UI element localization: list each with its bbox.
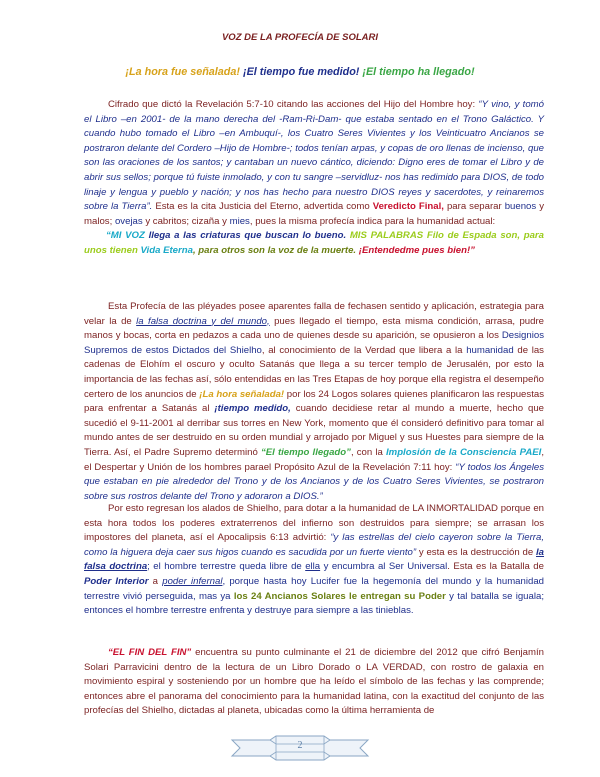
q-vida-eterna: Vida Eterna (140, 244, 193, 256)
p1-text: y malos; (84, 201, 545, 227)
p2-humanidad: humanidad (466, 344, 514, 356)
q-mi-voz: “MI VOZ (106, 230, 145, 242)
p1-text: para separar (443, 201, 505, 213)
p2-text: , con la (350, 446, 386, 458)
page-number: 2 (297, 740, 303, 751)
p1-veredicto: Veredicto Final, (372, 201, 444, 213)
p3-apocalipsis-quote: “y las estrellas del cielo cayeron sobre la Tierra, como la higuera deja caer sus higos cuando es sacudida por un fuerte viento” (84, 532, 544, 558)
p2-text: cuando decidiese retar al mundo a muerte, hecho que sucedió el 9-11-2001 al derribar sus torres en New York, momento que él consideró definitivo para tomar al mundo antes de ser destruido en su orden mundial y arrojado por Miguel y sus Huestes para siempre de la Tierra. Así, el Padre Supremo determinó (84, 403, 544, 458)
p3-text: , porque hasta hoy Lucifer fue la hegemonía del mundo y la humanidad terrestre vivió perseguida, mas ya (84, 575, 544, 602)
p3-falsa-doctrina: la falsa doctrina (84, 546, 545, 573)
p3-text: ; el hombre terrestre queda libre de (147, 561, 306, 573)
paragraph-2 (84, 300, 544, 504)
p4-text: encuentra su punto culminante el 21 de diciembre del 2012 que cifró Benjamín Solari Parravicini dentro de la lectura de un Libro Dorado o LA VERDAD, con rostro de galaxia en movimiento espiral y sosteniendo por un hombre que ha leído el símbolo de las fechas y las comprende; entonces abre el panorama del conocimiento para la humanidad latina, con la exactitud del conjunto de las profecías del Shielho, dictadas al planeta, ubicadas como la última herramienta de (84, 647, 544, 717)
paragraph-4 (84, 646, 544, 719)
p3-ella: ella (305, 561, 321, 573)
p3-text: y esta es la destrucción de (416, 546, 536, 558)
p2-text: , el Despertar y Unión de los hombres parael Propósito Azul de la Revelación 7:11 hoy: (84, 446, 544, 473)
p1-text: Esta es la cita Justicia del Eterno, advertida como (152, 201, 373, 213)
p2-text: , al conocimiento de la Verdad que libera a la (261, 344, 467, 356)
paragraph-1 (84, 98, 544, 259)
p2-hora-senalada: ¡La hora señalada! (199, 388, 285, 400)
p1-buenos: buenos (504, 201, 537, 213)
tagline-part-1: ¡La hora fue señalada! (125, 66, 241, 78)
p1-text: y cabritos; cizaña y (142, 215, 230, 227)
q-text: llega a las criaturas que buscan lo bueno. (144, 230, 350, 242)
p2-implosion: Implosión de la Consciencia PAEI (386, 446, 542, 458)
p3-text: y encumbra al (320, 561, 389, 573)
tagline-part-2: ¡El tiempo fue medido! (240, 66, 360, 78)
p2-designios: Designios Supremos de estos Dictados del Shielho (84, 330, 544, 356)
page-title: VOZ DE LA PROFECÍA DE SOLARI (221, 32, 379, 43)
p3-poder-interior: Poder Interior (84, 575, 149, 587)
p1-voice-quote (84, 229, 544, 258)
p3-text: . Esta es la Batalla de (447, 561, 544, 573)
p1-ovejas: ovejas (114, 215, 143, 227)
p2-text: por los 24 Logos solares quienes planificaron las respuestas para enfrentar a Satanás al (84, 388, 544, 415)
paragraph-3 (84, 502, 544, 619)
p1-text: Cifrado que dictó la Revelación 5:7-10 citando las acciones del Hijo del Hombre hoy: (108, 99, 479, 110)
p3-text: a (148, 575, 163, 587)
p1-revelation-quote: “Y vino, y tomó el Libro –en 2001- de la mano derecha del -Ram-Ri-Dam- que estaba sentado en el Trono Galáctico. Y cuando hubo tomado el Libro –en Ambuquí-, los Cuatro Seres Vivientes y los Veinticuatro Ancianos se postraron delante del Cordero –Hijo de Hombre-; todos tenían arpas, y copas de oro llenas de incienso, que son las oraciones de los santos; y cantaban un nuevo cántico, diciendo: Digno eres de tomar el Libro y de abrir sus sellos; porque tú fuiste inmolado, y con tu sangre –servidluz- nos has redimido para DIOS, de todo linaje y lengua y pueblo y nación; y nos has hecho para nuestro DIOS reyes y sacerdotes, y reinaremos sobre la Tierra”. (84, 99, 544, 213)
q-entendedme: ¡Entendedme pues bien!” (358, 244, 475, 256)
p1-text: , pues la misma profecía indica para la humanidad actual: (249, 215, 496, 227)
tagline (0, 66, 600, 78)
p3-text: Por esto regresan los alados de Shielho, para dotar a la humanidad de LA INMORTALIDAD porque en esta hora todos los poderes extraterrenos del infierno son destruidos para siempre; se arrasan los impostores del planeta, así el Apocalipsis 6:13 advirtió: (84, 503, 544, 544)
p2-text: pues llegado el tiempo, esta misma condición, arrasa, pudre manos y bocas, corta en pedazos a cada uno de quienes desde su aparición, se opusieron a los (84, 315, 545, 342)
p2-tiempo-llegado: “El tiempo llegado” (260, 446, 351, 458)
tagline-part-3: ¡El tiempo ha llegado! (359, 66, 475, 78)
q-text: Filo de Espada son, para unos tienen (84, 230, 544, 256)
p3-text: y tal batalla se iguala; entonces el hombre terrestre enfrenta y destruye para siempre a las tinieblas. (84, 590, 544, 617)
p3-poder-infernal: poder infernal (162, 575, 223, 587)
p2-revelation-quote: “Y todos los Ángeles que estaban en pie alrededor del Trono y de los Ancianos y de los Cuatro Seres Vivientes, se postraron sobre sus rostros delante del Trono y adoraron a DIOS.” (84, 461, 544, 502)
p1-mies: mies (229, 215, 250, 227)
p4-fin-del-fin: “EL FIN DEL FIN” (108, 647, 192, 658)
q-mis-palabras: MIS PALABRAS (349, 230, 424, 242)
p2-falsa-doctrina: la falsa doctrina y del mundo, (136, 315, 270, 327)
p3-ancianos-poder: los 24 Ancianos Solares le entregan su Poder (233, 590, 446, 602)
q-text: , para otros son la voz de la muerte. (192, 244, 359, 256)
p3-ser-universal: Ser Universal (388, 561, 448, 573)
p2-text: de las cadenas de Elohím el oscuro y oculto Satanás que llega a su tercer templo de Jerusalén, por esto la importancia de las fechas así, sólo entendidas en las Tres Etapas de hoy porque ella registra el desempeño certero de los anuncios de (84, 344, 544, 400)
p2-tiempo-medido: ¡tiempo medido, (214, 403, 291, 415)
p2-text: Esta Profecía de las pléyades posee aparentes falla de fechasen sentido y aplicación, estrategia para velar la de (84, 301, 544, 327)
